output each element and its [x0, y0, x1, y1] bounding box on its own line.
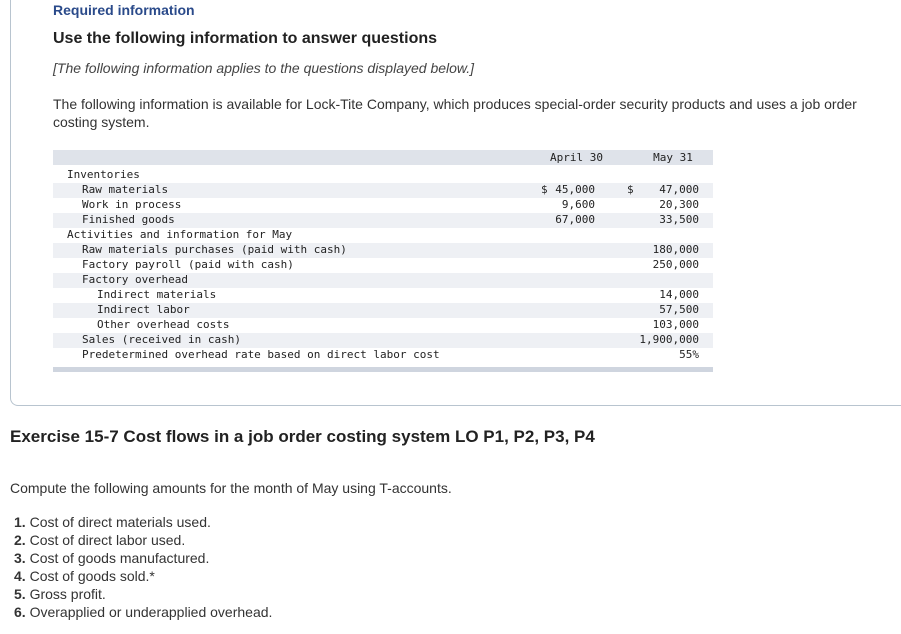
row-label: Work in process	[82, 198, 182, 211]
question-number: 6.	[14, 604, 26, 620]
april-value: 67,000	[555, 213, 595, 226]
row-label: Other overhead costs	[97, 318, 230, 331]
question-text: Cost of direct materials used.	[29, 514, 211, 530]
row-label: Activities and information for May	[67, 228, 293, 241]
dollar-sign: $	[627, 183, 634, 196]
question-item	[14, 585, 272, 603]
may-value: 250,000	[652, 258, 699, 271]
question-number: 2.	[14, 532, 26, 548]
table-row	[53, 213, 713, 228]
april-value: 9,600	[561, 198, 595, 211]
table-row	[53, 198, 713, 213]
question-text: Cost of direct labor used.	[29, 532, 186, 548]
column-header-may: May 31	[653, 151, 693, 164]
question-text: Overapplied or underapplied overhead.	[29, 604, 273, 620]
table-row	[53, 288, 713, 303]
may-value: 103,000	[652, 318, 699, 331]
table-row	[53, 318, 713, 333]
dollar-sign: $	[541, 183, 548, 196]
may-value: 57,500	[659, 303, 699, 316]
table-row	[53, 183, 713, 198]
question-list	[14, 513, 272, 621]
table-row	[53, 273, 713, 288]
question-text: Cost of goods sold.*	[29, 568, 155, 584]
question-item	[14, 567, 272, 585]
row-label: Finished goods	[82, 213, 175, 226]
question-number: 3.	[14, 550, 26, 566]
row-label: Raw materials	[82, 183, 169, 196]
applies-note: [The following information applies to the questions displayed below.]	[53, 60, 475, 76]
may-value: 180,000	[652, 243, 699, 256]
table-row	[53, 168, 713, 183]
row-label: Sales (received in cash)	[82, 333, 241, 346]
question-item	[14, 513, 272, 531]
table-footer-bar	[53, 367, 713, 372]
row-label: Raw materials purchases (paid with cash)	[82, 243, 347, 256]
question-text: Cost of goods manufactured.	[29, 550, 210, 566]
table-row	[53, 228, 713, 243]
table-header	[53, 150, 713, 165]
table-row	[53, 333, 713, 348]
exercise-title: Exercise 15-7 Cost flows in a job order costing system LO P1, P2, P3, P4	[10, 427, 595, 446]
required-info-heading: Required information	[53, 2, 195, 18]
table-row	[53, 258, 713, 273]
column-header-april: April 30	[550, 151, 603, 164]
may-value: 33,500	[659, 213, 699, 226]
row-label: Indirect materials	[97, 288, 217, 301]
question-number: 1.	[14, 514, 26, 530]
intro-paragraph: The following information is available for Lock-Tite Company, which produces special-order security products and uses a job order costing system.	[53, 96, 857, 130]
question-number: 5.	[14, 586, 26, 602]
question-number: 4.	[14, 568, 26, 584]
table-row	[53, 348, 713, 363]
may-value: 20,300	[659, 198, 699, 211]
may-value: 47,000	[659, 183, 699, 196]
table-row	[53, 303, 713, 318]
row-label: Factory overhead	[82, 273, 188, 286]
row-label: Factory payroll (paid with cash)	[82, 258, 294, 271]
question-item	[14, 531, 272, 549]
question-item	[14, 603, 272, 621]
may-value: 14,000	[659, 288, 699, 301]
april-value: 45,000	[555, 183, 595, 196]
question-text: Gross profit.	[29, 586, 106, 602]
instruction-heading: Use the following information to answer questions	[53, 30, 438, 47]
table-row	[53, 243, 713, 258]
question-item	[14, 549, 272, 567]
row-label: Indirect labor	[97, 303, 190, 316]
compute-instruction: Compute the following amounts for the month of May using T-accounts.	[10, 480, 452, 496]
may-value: 1,900,000	[639, 333, 699, 346]
row-label: Inventories	[67, 168, 140, 181]
may-value: 55%	[679, 348, 699, 361]
row-label: Predetermined overhead rate based on direct labor cost	[82, 348, 440, 361]
data-table	[53, 150, 713, 372]
